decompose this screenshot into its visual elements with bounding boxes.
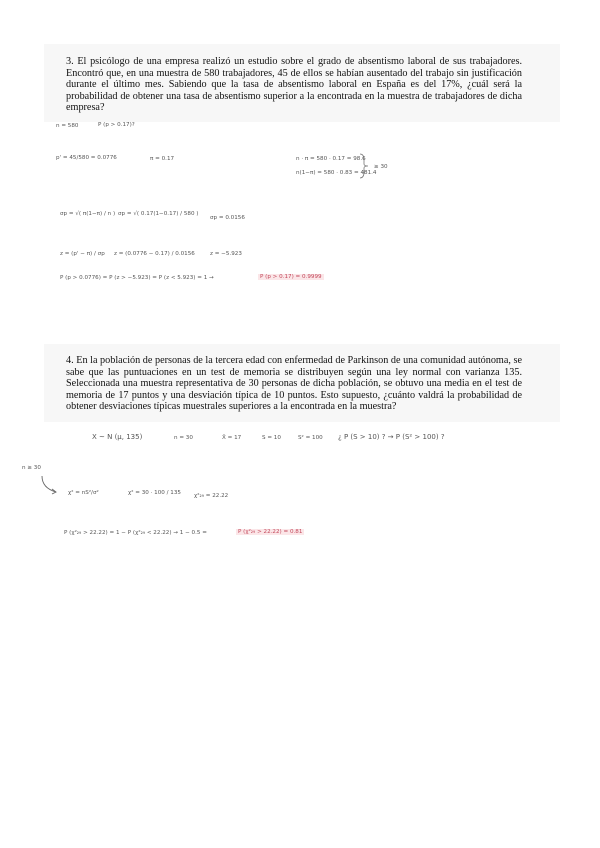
chi-square-substitution: χ² = 30 · 100 / 135 [128,490,181,496]
standard-error-substitution: σp = √( 0.17(1−0.17) / 580 ) [118,211,199,217]
z-substitution: z = (0.0776 − 0.17) / 0.0156 [114,251,195,257]
sample-variance-note: S² = 100 [298,435,323,441]
z-result: z = −5.923 [210,251,242,257]
question-note-4: ¿ P (S > 10) ? → P (S² > 100) ? [338,433,445,441]
standard-error-result: σp = 0.0156 [210,215,245,221]
standard-error-formula: σp = √( π(1−π) / n ) [60,211,116,217]
problem-4-statement: 4. En la población de personas de la tercera edad con enfermedad de Parkinson de una comunidad autónoma, se sabe que las puntuaciones en un test de memoria se distribuyen según una ley normal con varianza 135. Seleccionada una muestra representativa de 30 personas de dicha población, se obtuvo una media en el test de memoria de 17 puntos y una desviación típica de 10 puntos. Esto supuesto, ¿cuánto valdrá la probabilidad de obtener desviaciones típicas muestrales superiores a la encontrada en la muestra? [66,355,522,413]
sample-size-note-4: n = 30 [174,435,193,441]
n-pi-check: n · π = 580 · 0.17 = 98.6 [296,156,366,162]
question-note: P (p > 0.17)? [98,122,135,128]
population-rate-note: π = 0.17 [150,156,175,162]
final-answer-4-text: P (χ²₂₉ > 22.22) = 0.81 [238,529,303,535]
sample-proportion-note: p' = 45/580 = 0.0776 [56,155,117,161]
z-formula: z = (p' − π) / σp [60,251,105,257]
sample-sd-note: S = 10 [262,435,281,441]
distribution-note: X ~ N (μ, 135) [92,433,143,441]
sample-size-note: n = 580 [56,123,79,129]
final-answer-4 [236,530,304,536]
sample-mean-note: X̄ = 17 [222,435,242,441]
side-arrow [38,474,62,498]
probability-steps-4: P (χ²₂₉ > 22.22) = 1 − P (χ²₂₉ < 22.22) → 1 − 0.5 = [64,530,207,536]
final-answer-3 [258,275,324,281]
condition-threshold: ≥ 30 [374,164,388,170]
conditions-brace [358,152,372,180]
chi-square-formula: χ² = nS²/σ² [68,490,99,496]
large-sample-note: n ≥ 30 [22,465,41,471]
chi-square-result: χ²₂₉ = 22.22 [194,493,229,499]
problem-3-statement: 3. El psicólogo de una empresa realizó un estudio sobre el grado de absentismo laboral de sus trabajadores. Encontró que, en una muestra de 580 trabajadores, 45 de ellos se habían ausentado del trabajo sin justificación durante el último mes. Sabiendo que la tasa de absentismo laboral en España es del 17%, ¿cuál será la probabilidad de obtener una tasa de absentismo superior a la encontrada en la muestra de trabajadores de dicha empresa? [66,56,522,114]
n-one-minus-pi-check: n(1−π) = 580 · 0.83 = 481.4 [296,170,377,176]
probability-steps: P (p > 0.0776) = P (z > −5.923) = P (z < 5.923) = 1 → [60,275,214,281]
final-answer-3-text: P (p > 0.17) = 0.9999 [260,274,322,280]
